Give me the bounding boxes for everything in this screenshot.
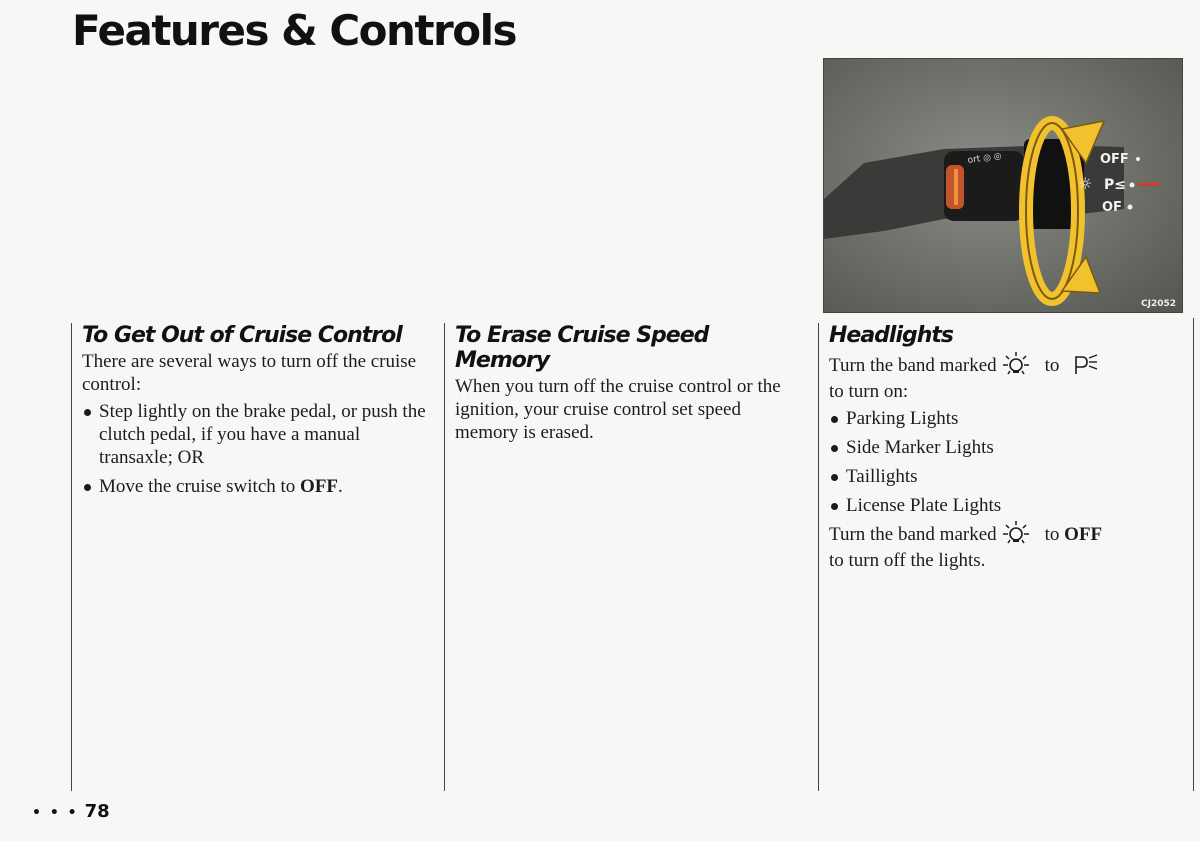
headlights-off-instruction: Turn the band marked to OFF: [829, 519, 1184, 549]
column-divider: [444, 323, 445, 791]
page-title: Features & Controls: [72, 6, 516, 55]
svg-text:☼: ☼: [1078, 174, 1093, 193]
parking-light-icon: [1073, 354, 1099, 376]
headlights-instruction: Turn the band marked to: [829, 350, 1184, 380]
headlight-bulb-icon: [1001, 519, 1031, 549]
figure-code: CJ2052: [1140, 299, 1176, 309]
cruise-off-section: [82, 323, 432, 504]
svg-text:ort ◎ ◎: ort ◎ ◎: [967, 151, 1003, 166]
headlights-heading: Headlights: [829, 323, 954, 348]
headlamp-switch-photo: [823, 58, 1183, 313]
erase-memory-body: When you turn off the cruise control or the ignition, your cruise control set speed memory is erased.: [455, 376, 781, 443]
off-label: OFF: [1100, 152, 1129, 167]
column-divider: [1193, 318, 1194, 791]
page-number: 78: [84, 801, 110, 822]
headlights-off-instruction-cont: to turn off the lights.: [829, 550, 986, 571]
list-item: Move the cruise switch to OFF.: [82, 475, 432, 498]
cruise-off-heading: To Get Out of Cruise Control: [82, 323, 402, 348]
headlight-bulb-icon: [1001, 350, 1031, 380]
footer-dots: • • •: [32, 805, 79, 821]
erase-memory-heading: To Erase Cruise Speed Memory: [455, 323, 709, 373]
list-item: Step lightly on the brake pedal, or push the clutch pedal, if you have a manual transaxle; OR: [82, 400, 432, 469]
erase-memory-section: [455, 323, 805, 444]
list-item: Parking Lights: [829, 407, 1184, 430]
column-divider: [818, 323, 819, 791]
list-item: Taillights: [829, 465, 1184, 488]
headlights-instruction-cont: to turn on:: [829, 381, 909, 402]
page-footer: [32, 801, 110, 822]
headlights-section: [829, 323, 1184, 572]
list-item: Side Marker Lights: [829, 436, 1184, 459]
column-divider: [71, 323, 72, 791]
list-item: License Plate Lights: [829, 494, 1184, 517]
cruise-off-intro: There are several ways to turn off the cruise control:: [82, 351, 417, 395]
park-label: P≤: [1104, 177, 1126, 193]
fog-label: OF: [1102, 200, 1122, 215]
